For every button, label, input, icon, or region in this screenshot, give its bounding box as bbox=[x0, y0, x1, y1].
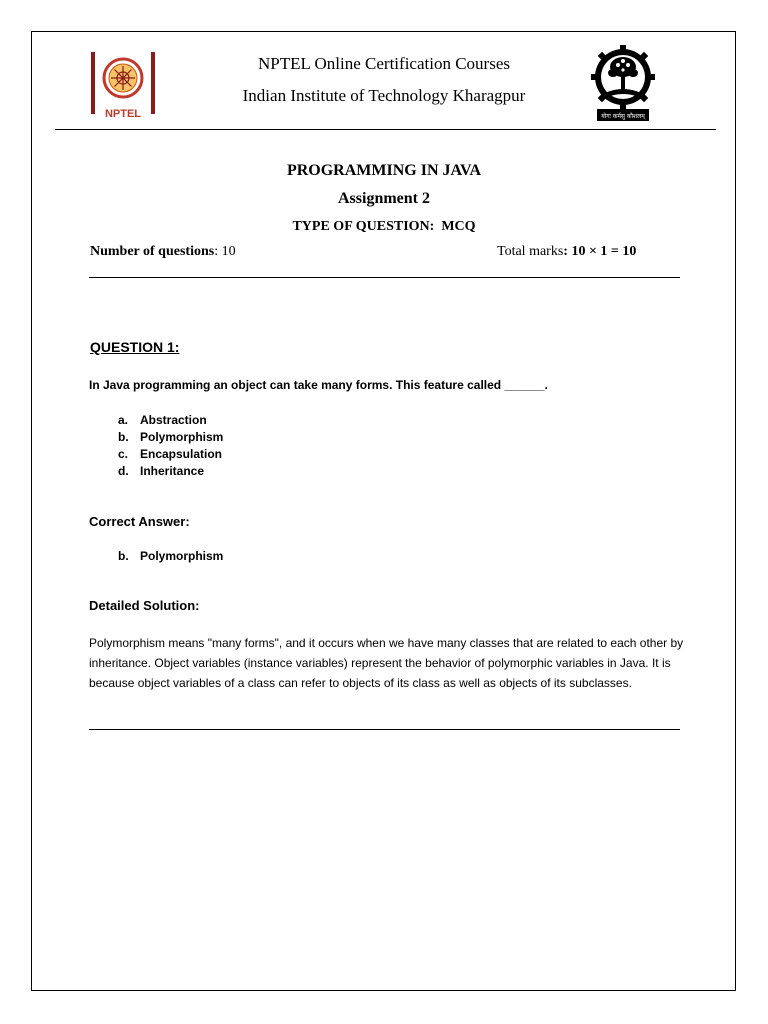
detailed-solution-label: Detailed Solution: bbox=[89, 598, 200, 613]
correct-answer-letter: b. bbox=[118, 549, 129, 563]
option-letter: c. bbox=[118, 447, 129, 461]
option-letter: a. bbox=[118, 413, 129, 427]
detailed-solution-text: Polymorphism means "many forms", and it occurs when we have many classes that are related to each other by inheritance. Object variables (instance variables) represent the behavior of polymorphic variables in Java. It is because object variables of a class can refer to objects of its class as well as objects of its subclasses. bbox=[89, 636, 684, 690]
correct-answer bbox=[118, 549, 223, 563]
question-type-value: MCQ bbox=[441, 219, 476, 234]
title-rule bbox=[89, 277, 680, 278]
assignment-title: Assignment 2 bbox=[337, 190, 430, 207]
option-text: Polymorphism bbox=[140, 430, 224, 444]
org-line-2: Indian Institute of Technology Kharagpur bbox=[242, 86, 526, 105]
correct-answer-label: Correct Answer: bbox=[89, 514, 190, 529]
question-type-label: TYPE OF QUESTION: bbox=[292, 219, 435, 234]
option-text: Inheritance bbox=[140, 464, 205, 478]
option-d bbox=[118, 464, 204, 478]
option-text: Encapsulation bbox=[140, 447, 223, 461]
option-c bbox=[118, 447, 222, 461]
option-text: Abstraction bbox=[140, 413, 207, 427]
iit-kgp-emblem-graphic bbox=[591, 43, 655, 123]
iit-kgp-emblem bbox=[591, 43, 655, 123]
option-b bbox=[118, 430, 223, 444]
question-type bbox=[0, 219, 768, 235]
num-questions bbox=[90, 244, 236, 260]
num-questions-value: : 10 bbox=[214, 244, 236, 259]
svg-text:योगः कर्मसु कौशलम्: योगः कर्मसु कौशलम् bbox=[601, 113, 645, 120]
option-a bbox=[118, 413, 207, 427]
footer-rule bbox=[89, 729, 680, 730]
correct-answer-text: Polymorphism bbox=[140, 549, 224, 563]
option-letter: b. bbox=[118, 430, 129, 444]
num-questions-label: Number of questions bbox=[90, 244, 215, 259]
question-heading: QUESTION 1: bbox=[90, 339, 180, 355]
total-marks-value: : 10 × 1 = 10 bbox=[563, 244, 637, 259]
option-letter: d. bbox=[118, 464, 129, 478]
total-marks bbox=[497, 244, 636, 260]
org-line-1: NPTEL Online Certification Courses bbox=[258, 54, 510, 73]
question-text: In Java programming an object can take many forms. This feature called ______. bbox=[89, 378, 548, 392]
svg-text:NPTEL: NPTEL bbox=[104, 108, 142, 120]
header-rule bbox=[55, 129, 716, 130]
course-title: PROGRAMMING IN JAVA bbox=[286, 162, 482, 179]
total-marks-label: Total marks bbox=[497, 244, 564, 259]
